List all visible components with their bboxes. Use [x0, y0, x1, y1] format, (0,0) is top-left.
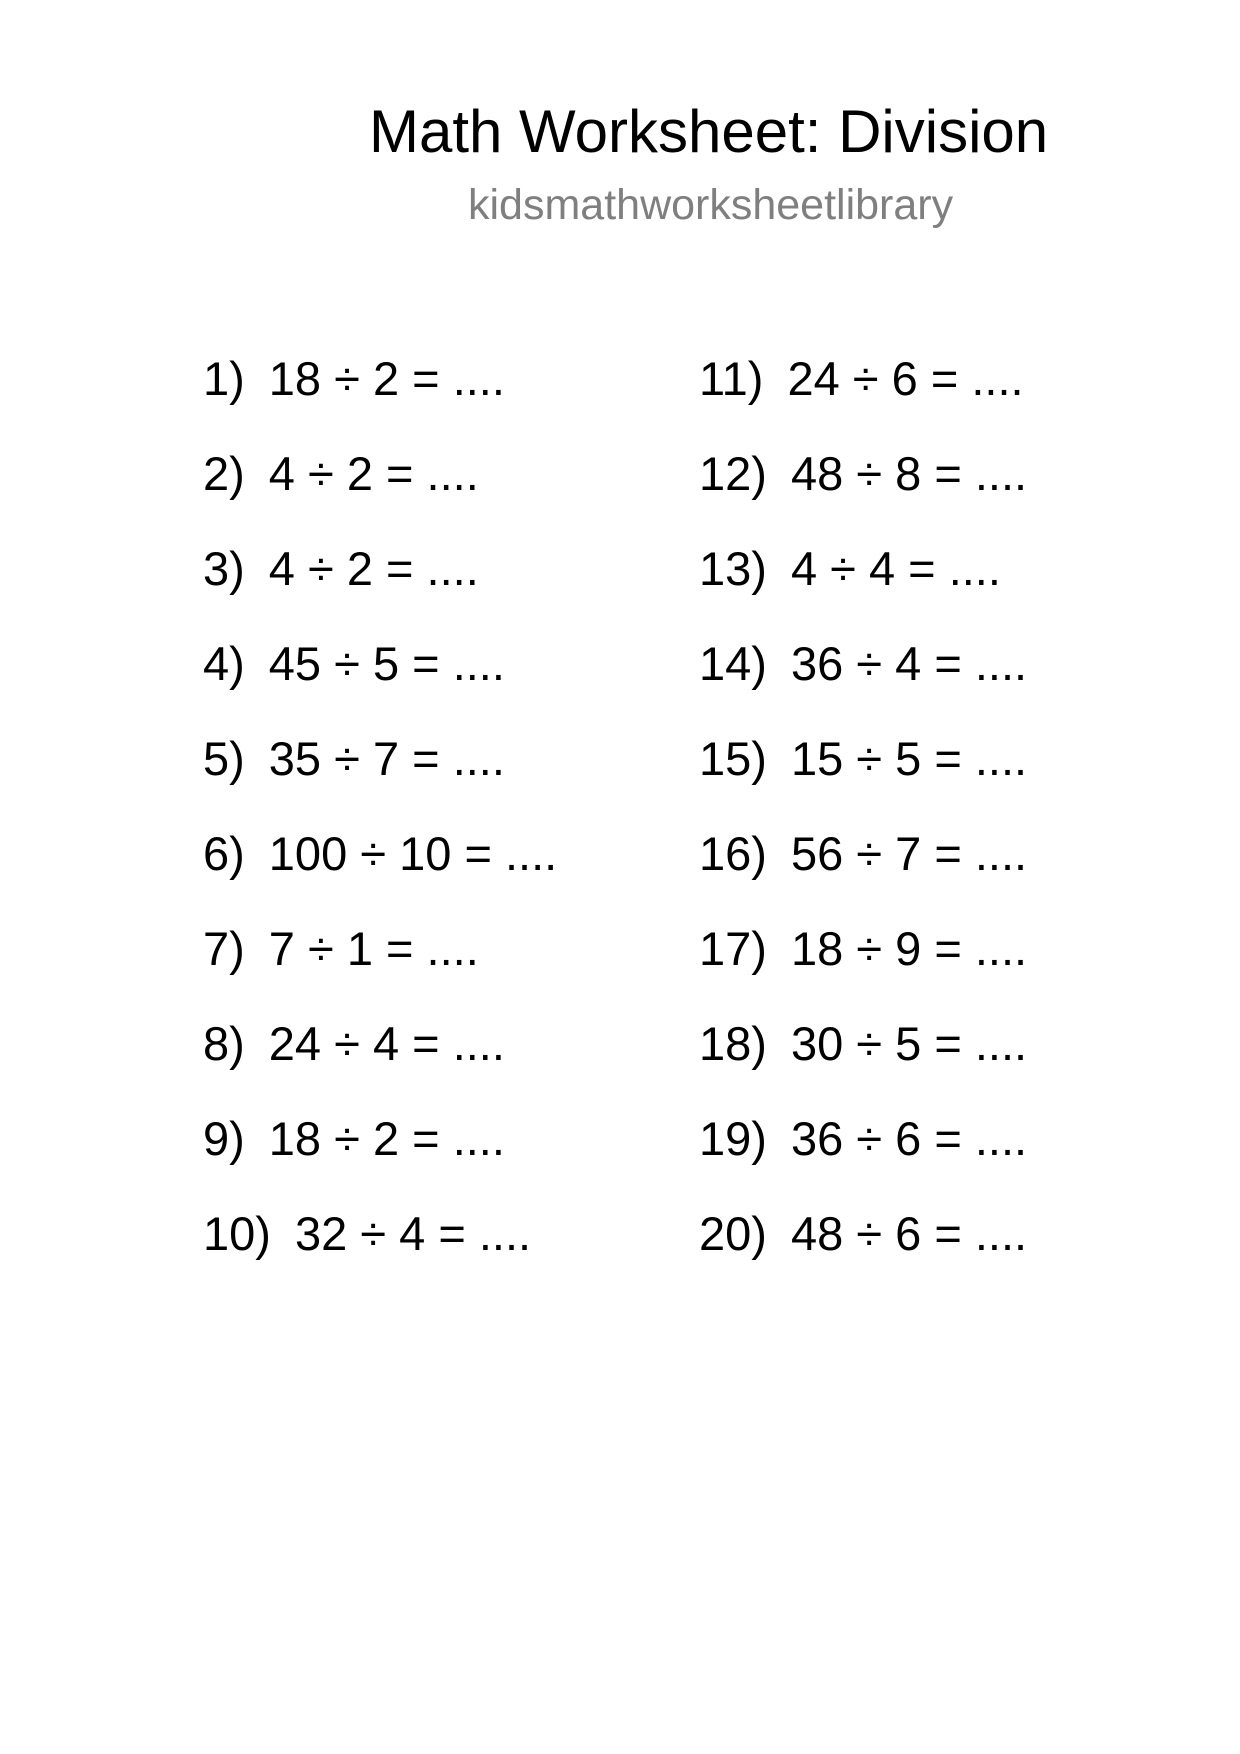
problem-12 [699, 447, 1027, 542]
problem-number: 6) [203, 827, 245, 880]
problem-8 [203, 1017, 557, 1112]
problem-expression: 4 ÷ 2 = .... [268, 542, 479, 595]
problem-13 [699, 542, 1027, 637]
problem-number: 11) [699, 352, 764, 405]
problem-number: 8) [203, 1017, 245, 1070]
problem-6 [203, 827, 557, 922]
problem-expression: 36 ÷ 6 = .... [790, 1112, 1028, 1165]
problem-10 [203, 1207, 557, 1302]
problem-expression: 48 ÷ 6 = .... [790, 1207, 1028, 1260]
problem-expression: 30 ÷ 5 = .... [790, 1017, 1028, 1070]
problem-number: 18) [699, 1017, 767, 1070]
problem-number: 7) [203, 922, 245, 975]
worksheet-title: Math Worksheet: Division [369, 98, 1049, 165]
problem-expression: 45 ÷ 5 = .... [268, 637, 505, 690]
problem-expression: 24 ÷ 4 = .... [268, 1017, 505, 1070]
problem-expression: 24 ÷ 6 = .... [787, 352, 1024, 405]
problem-7 [203, 922, 557, 1017]
problem-expression: 18 ÷ 2 = .... [268, 352, 505, 405]
problem-18 [699, 1017, 1027, 1112]
problem-expression: 56 ÷ 7 = .... [790, 827, 1028, 880]
problem-16 [699, 827, 1027, 922]
problem-2 [203, 447, 557, 542]
problem-number: 13) [699, 542, 767, 595]
problem-number: 15) [699, 732, 767, 785]
problem-number: 12) [699, 447, 767, 500]
problem-expression: 7 ÷ 1 = .... [268, 922, 479, 975]
problem-expression: 18 ÷ 9 = .... [790, 922, 1028, 975]
problem-expression: 48 ÷ 8 = .... [790, 447, 1028, 500]
problem-number: 10) [203, 1207, 271, 1260]
problem-expression: 35 ÷ 7 = .... [268, 732, 505, 785]
problem-expression: 15 ÷ 5 = .... [790, 732, 1028, 785]
problem-number: 5) [203, 732, 245, 785]
problem-17 [699, 922, 1027, 1017]
problem-number: 2) [203, 447, 245, 500]
problem-number: 1) [203, 352, 245, 405]
problem-number: 16) [699, 827, 767, 880]
problem-14 [699, 637, 1027, 732]
worksheet-source: kidsmathworksheetlibrary [468, 181, 954, 229]
problem-expression: 32 ÷ 4 = .... [294, 1207, 532, 1260]
problem-number: 17) [699, 922, 767, 975]
problem-11 [699, 352, 1027, 447]
problem-number: 20) [699, 1207, 767, 1260]
problem-number: 9) [203, 1112, 245, 1165]
problem-4 [203, 637, 557, 732]
problem-expression: 4 ÷ 4 = .... [790, 542, 1001, 595]
problems-column-left [203, 352, 557, 1302]
problem-5 [203, 732, 557, 827]
problem-1 [203, 352, 557, 447]
problems-column-right [699, 352, 1027, 1302]
problem-expression: 100 ÷ 10 = .... [268, 827, 558, 880]
problem-19 [699, 1112, 1027, 1207]
problem-expression: 36 ÷ 4 = .... [790, 637, 1028, 690]
problem-expression: 4 ÷ 2 = .... [268, 447, 479, 500]
problem-15 [699, 732, 1027, 827]
problem-20 [699, 1207, 1027, 1302]
problem-number: 14) [699, 637, 767, 690]
problem-3 [203, 542, 557, 637]
problem-expression: 18 ÷ 2 = .... [268, 1112, 505, 1165]
problem-number: 3) [203, 542, 245, 595]
problem-number: 19) [699, 1112, 767, 1165]
problem-number: 4) [203, 637, 245, 690]
problem-9 [203, 1112, 557, 1207]
